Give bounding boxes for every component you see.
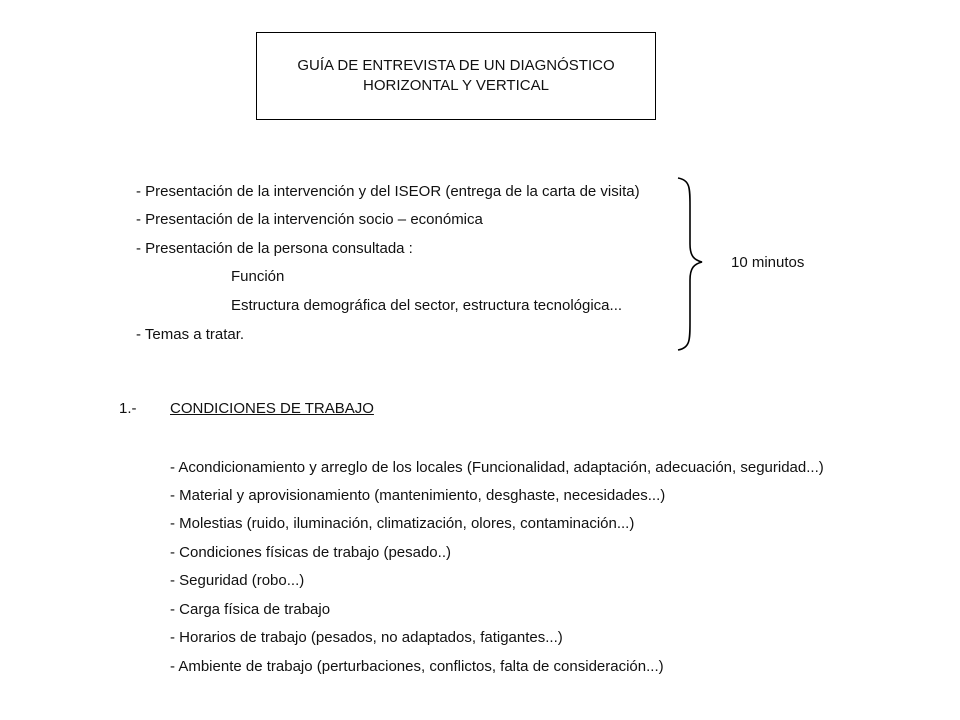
intro-subitem-function: Función: [231, 268, 285, 285]
section-item-carga-fisica: - Carga física de trabajo: [170, 601, 331, 618]
title-line-2: HORIZONTAL Y VERTICAL: [363, 77, 549, 94]
section-item-locales: - Acondicionamiento y arreglo de los locales (Funcionalidad, adaptación, adecuación, seguridad...): [170, 459, 824, 476]
intro-item-presentation-person: - Presentación de la persona consultada :: [136, 240, 413, 257]
duration-label: 10 minutos: [731, 254, 805, 271]
section-number: 1.-: [119, 400, 137, 417]
title-box: [256, 32, 656, 120]
section-item-molestias: - Molestias (ruido, iluminación, climatización, olores, contaminación...): [170, 515, 635, 532]
section-item-seguridad: - Seguridad (robo...): [170, 572, 305, 589]
section-item-horarios: - Horarios de trabajo (pesados, no adaptados, fatigantes...): [170, 629, 563, 646]
title-line-1: GUÍA DE ENTREVISTA DE UN DIAGNÓSTICO: [297, 57, 615, 74]
section-item-ambiente: - Ambiente de trabajo (perturbaciones, conflictos, falta de consideración...): [170, 658, 664, 675]
section-title: CONDICIONES DE TRABAJO: [170, 400, 374, 417]
intro-item-presentation-socioeconomic: - Presentación de la intervención socio – económica: [136, 211, 483, 228]
right-brace: [676, 176, 716, 352]
intro-item-presentation-iseor: - Presentación de la intervención y del ISEOR (entrega de la carta de visita): [136, 183, 640, 200]
intro-subitem-structure: Estructura demográfica del sector, estructura tecnológica...: [231, 297, 623, 314]
section-item-condiciones-fisicas: - Condiciones físicas de trabajo (pesado..): [170, 544, 451, 561]
section-item-material: - Material y aprovisionamiento (mantenimiento, desghaste, necesidades...): [170, 487, 666, 504]
intro-item-topics: - Temas a tratar.: [136, 326, 245, 343]
